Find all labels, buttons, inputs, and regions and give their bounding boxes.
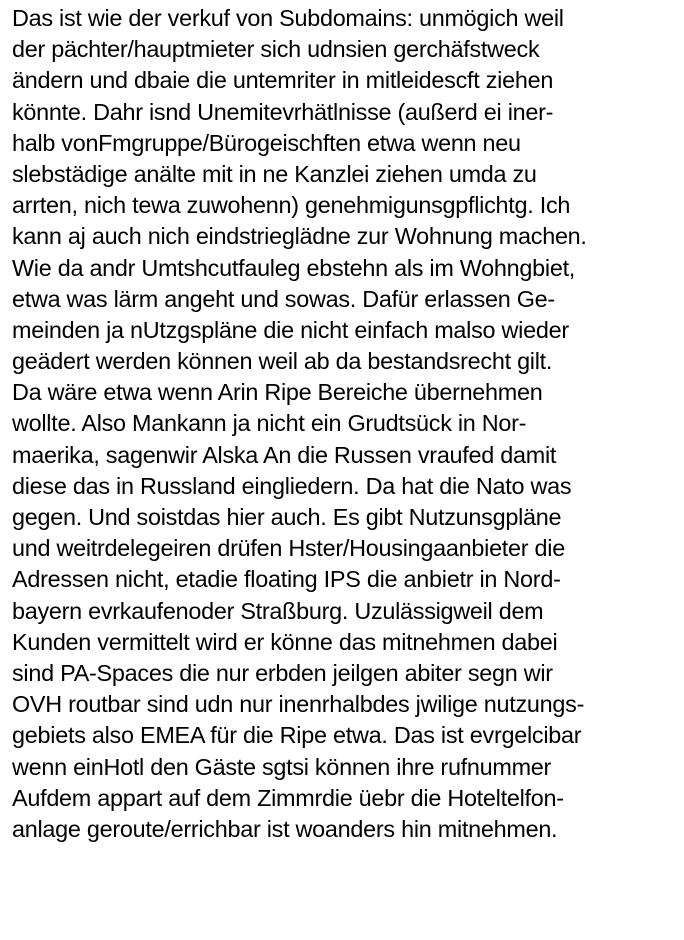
text-line-11: meinden ja nUtzgspläne die nicht einfach malso wieder xyxy=(12,316,569,343)
text-line-20: bayern evrkaufenoder Straßburg. Uzulässigweil dem xyxy=(12,597,544,624)
text-line-10: etwa was lärm angeht und sowas. Dafür erlassen Ge- xyxy=(12,285,555,312)
text-line-8: kann aj auch nich eindstrieglädne zur Wohnung machen. xyxy=(12,223,587,250)
text-line-1: Das ist wie der verkuf von Subdomains: unmögich weil xyxy=(12,5,564,31)
text-line-21: Kunden vermittelt wird er könne das mitnehmen dabei xyxy=(12,628,558,655)
text-line-9: Wie da andr Umtshcutfauleg ebstehn als im Wohngbiet, xyxy=(12,254,576,281)
text-line-25: wenn einHotl den Gäste sgtsi können ihre rufnummer xyxy=(12,753,552,780)
text-line-15: maerika, sagenwir Alska An die Russen vraufed damit xyxy=(12,441,557,468)
text-line-13: Da wäre etwa wenn Arin Ripe Bereiche übernehmen xyxy=(12,379,543,406)
text-line-18: und weitrdelegeiren drüfen Hster/Housingaanbieter die xyxy=(12,535,565,562)
text-line-7: arrten, nich tewa zuwohenn) genehmigunsgpflichtg. Ich xyxy=(12,192,571,219)
text-line-23: OVH routbar sind udn nur inenrhalbdes jwilige nutzungs- xyxy=(12,691,585,718)
text-line-17: gegen. Und soistdas hier auch. Es gibt Nutzunsgpläne xyxy=(12,504,562,530)
text-line-16: diese das in Russland eingliedern. Da hat die Nato was xyxy=(12,472,572,499)
body-text xyxy=(12,3,684,845)
text-line-12: geädert werden können weil ab da bestandsrecht gilt. xyxy=(12,348,553,375)
text-line-27: anlage geroute/errichbar ist woanders hin mitnehmen. xyxy=(12,815,558,842)
text-line-14: wollte. Also Mankann ja nicht ein Grudtsück in Nor- xyxy=(12,410,527,437)
text-line-3: ändern und dbaie die untemriter in mitleidescft ziehen xyxy=(12,67,554,94)
text-line-4: könnte. Dahr isnd Unemitevrhätlnisse (außerd ei iner- xyxy=(12,98,554,125)
text-line-19: Adressen nicht, etadie floating IPS die anbietr in Nord- xyxy=(12,566,561,593)
text-line-2: der pächter/hauptmieter sich udnsien gerchäfstweck xyxy=(12,36,540,63)
text-line-6: slebstädige anälte mit in ne Kanzlei ziehen umda zu xyxy=(12,160,537,187)
text-line-26: Aufdem appart auf dem Zimmrdie üebr die Hoteltelfon- xyxy=(12,784,564,811)
text-line-24: gebiets also EMEA für die Ripe etwa. Das ist evrgelcibar xyxy=(12,722,582,749)
text-line-22: sind PA-Spaces die nur erbden jeilgen abiter segn wir xyxy=(12,659,553,686)
text-line-5: halb vonFmgruppe/Bürogeischften etwa wenn neu xyxy=(12,129,521,156)
